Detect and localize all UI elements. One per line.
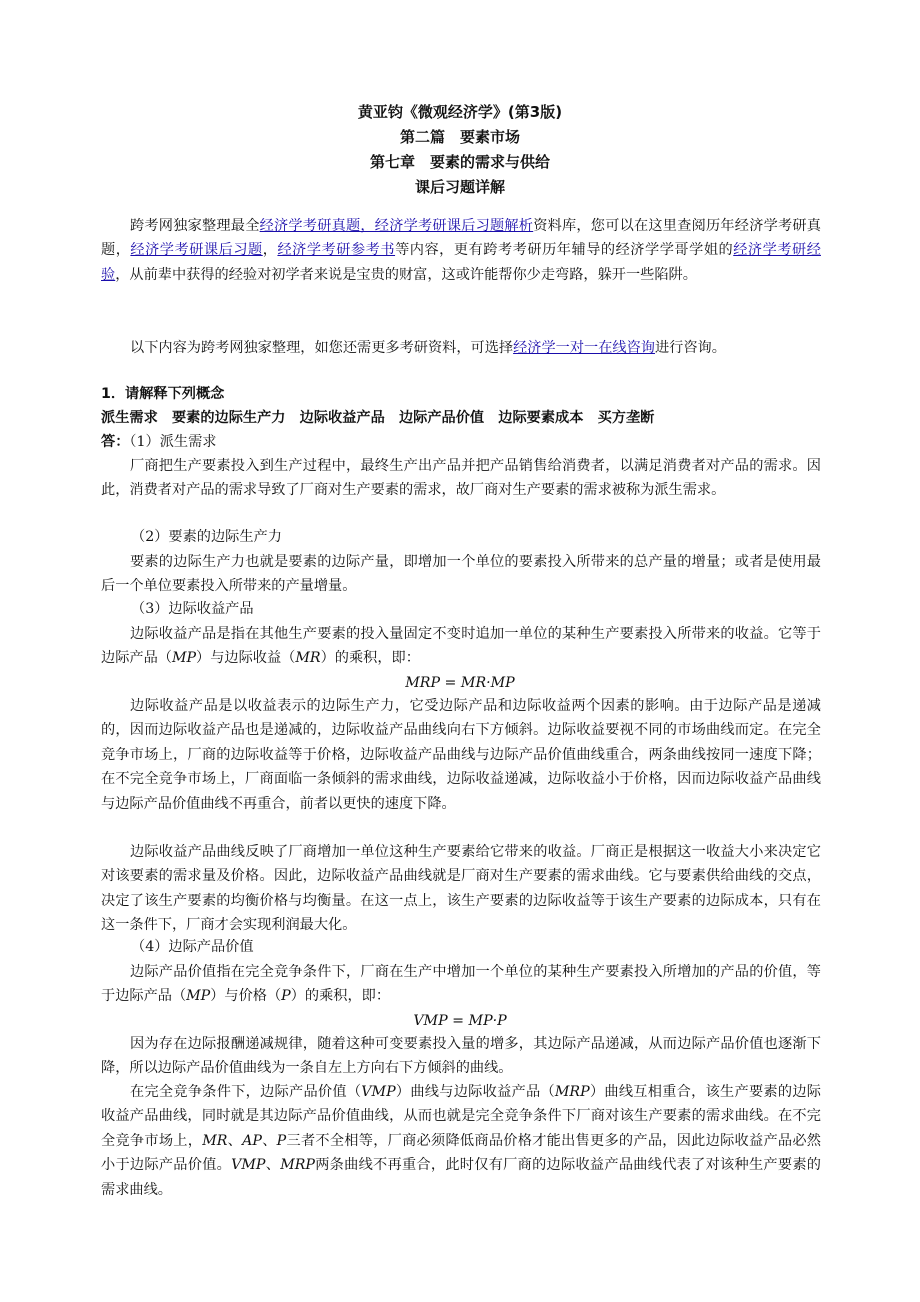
- vmp-symbol-mp: MP: [186, 988, 211, 1005]
- sub-heading-3: （3）边际收益产品: [131, 601, 254, 617]
- mrp-text-3: ）的乘积，即：: [320, 650, 420, 667]
- compare-symbol-vmp: VMP: [361, 1084, 396, 1100]
- compare-sep-1: 、: [227, 1132, 243, 1149]
- vmp-text-3: ）的乘积，即：: [290, 988, 391, 1005]
- formula-vmp: [0, 1010, 920, 1032]
- compare-text-4: 三者不全相等，厂商必须降低商品价格才能出售更多的产品，因此边际收益产品必然小于边际产品价值。: [101, 1132, 821, 1174]
- compare-symbol-mr: MR: [202, 1132, 228, 1149]
- compare-text-1: 在完全竞争条件下，边际产品价值（: [130, 1084, 362, 1100]
- vmp-text-1: 边际产品价值指在完全竞争条件下，厂商在生产中增加一个单位的某种生产要素投入所增加的产品的价值，等于边际产品（: [101, 964, 821, 1005]
- formula-vmp-text: VMP = MP·P: [413, 1013, 507, 1029]
- sub-heading-2: （2）要素的边际生产力: [131, 529, 282, 545]
- consult-text-1: 以下内容为跨考网独家整理，如您还需更多考研资料，可选择: [130, 340, 514, 356]
- paragraph-mrp-explanation: 边际收益产品是以收益表示的边际生产力，它受边际产品和边际收益两个因素的影响。由于边际产品是递减的，因而边际收益产品也是递减的，边际收益产品曲线向右下方倾斜。边际收益要视不同的市场曲线而定。在完全竞争市场上，厂商的边际收益等于价格，边际收益产品曲线与边际产品价值曲线重合，两条曲线按同一速度下降；在不完全竞争市场上，厂商面临一条倾斜的需求曲线，边际收益递减，边际收益小于价格，因而边际收益产品曲线与边际产品价值曲线不再重合，前者以更快的速度下降。: [101, 698, 821, 812]
- compare-sep-2: 、: [261, 1132, 277, 1149]
- link-exercises[interactable]: 经济学考研课后习题: [130, 242, 263, 259]
- intro-text-4: 等内容，更有跨考考研历年辅导的经济学学哥学姐的: [395, 242, 734, 259]
- consult-text-2: 进行咨询。: [654, 340, 726, 356]
- compare-symbol-ap: AP: [242, 1132, 262, 1149]
- section-title: 课后习题详解: [414, 178, 505, 196]
- formula-mrp: [0, 672, 920, 694]
- sub-heading-1: （1）派生需求: [129, 434, 217, 450]
- compare-text-2: ）曲线与边际收益产品（: [395, 1084, 555, 1100]
- intro-paragraph: [101, 214, 821, 287]
- answer-line: [101, 430, 821, 454]
- compare-text-3: ）曲线互相重合，该生产要素的边际收益产品曲线，同时就是其边际产品价值曲线，从而也就是完全竞争条件下厂商对该生产要素的需求曲线。在不完全竞争市场上，: [101, 1084, 821, 1149]
- mrp-text-1: 边际收益产品是指在其他生产要素的投入量固定不变时追加一单位的某种生产要素投入所带来的收益。它等于边际产品（: [101, 626, 821, 667]
- intro-text-2: 资料库，您可以在这里查阅历年经济学考研真题，: [101, 218, 821, 259]
- link-reference-books[interactable]: 经济学考研参考书: [277, 242, 396, 259]
- mrp-symbol-mr: MR: [295, 650, 321, 667]
- intro-text-1: 跨考网独家整理最全: [130, 218, 260, 234]
- paragraph-mrp-curve: 边际收益产品曲线反映了厂商增加一单位这种生产要素给它带来的收益。厂商正是根据这一收益大小来决定它对该要素的需求量及价格。因此，边际收益产品曲线就是厂商对生产要素的需求曲线。它与要素供给曲线的交点，决定了该生产要素的均衡价格与均衡量。在这一点上，该生产要素的边际收益等于该生产要素的边际成本，只有在这一条件下，厂商才会实现利润最大化。: [101, 844, 821, 934]
- paragraph-marginal-productivity: 要素的边际生产力也就是要素的边际产量，即增加一个单位的要素投入所带来的总产量的增量；或者是使用最后一个单位要素投入所带来的产量增量。: [101, 554, 821, 595]
- paragraph-vmp-mrp-compare: [101, 1080, 821, 1202]
- mrp-symbol-mp: MP: [171, 650, 197, 667]
- paragraph-derived-demand: 厂商把生产要素投入到生产过程中，最终生产出产品并把产品销售给消费者，以满足消费者对产品的需求。因此，消费者对产品的需求导致了厂商对生产要素的需求，故厂商对生产要素的需求被称为派生需求。: [101, 458, 821, 499]
- mrp-text-2: ）与边际收益（: [196, 650, 296, 667]
- sub-heading-4: （4）边际产品价值: [131, 939, 254, 955]
- link-online-consult[interactable]: 经济学一对一在线咨询: [513, 340, 655, 356]
- formula-mrp-text: MRP = MR·MP: [405, 675, 515, 691]
- compare-text-5: 两条曲线不再重合，此时仅有厂商的边际收益产品曲线代表了对该种生产要素的需求曲线。: [101, 1157, 821, 1198]
- book-title: 黄亚钧《微观经济学》(第3版): [357, 103, 563, 121]
- compare-sep-3: 、: [265, 1157, 281, 1174]
- chapter-title: 第七章 要素的需求与供给: [369, 153, 550, 171]
- title-block: [0, 100, 920, 200]
- compare-symbol-p: P: [276, 1132, 287, 1149]
- intro-text-5: ，从前辈中获得的经验对初学者来说是宝贵的财富，这或许能帮你少走弯路，躲开一些陷阱。: [115, 266, 697, 283]
- paragraph-mrp-definition: [101, 622, 821, 671]
- question-heading: 1．请解释下列概念: [101, 386, 225, 402]
- paragraph-vmp-curve: 因为存在边际报酬递减规律，随着这种可变要素投入量的增多，其边际产品递减，从而边际产品价值也逐渐下降，所以边际产品价值曲线为一条自左上方向右下方倾斜的曲线。: [101, 1036, 821, 1077]
- vmp-symbol-p: P: [281, 988, 291, 1005]
- compare-symbol-mrp-2: MRP: [280, 1157, 315, 1174]
- answer-label: 答：: [101, 434, 130, 450]
- link-experience[interactable]: 经济学考研经验: [101, 242, 821, 283]
- consult-paragraph: [101, 336, 821, 360]
- paragraph-vmp-definition: [101, 960, 821, 1009]
- question-terms: 派生需求 要素的边际生产力 边际收益产品 边际产品价值 边际要素成本 买方垄断: [101, 410, 655, 426]
- link-exam-papers[interactable]: 经济学考研真题，经济学考研课后习题解析: [259, 218, 534, 234]
- part-title: 第二篇 要素市场: [399, 128, 520, 146]
- vmp-text-2: ）与价格（: [210, 988, 282, 1005]
- compare-symbol-vmp-2: VMP: [231, 1157, 266, 1174]
- intro-text-3: ，: [262, 242, 278, 259]
- compare-symbol-mrp: MRP: [554, 1084, 590, 1100]
